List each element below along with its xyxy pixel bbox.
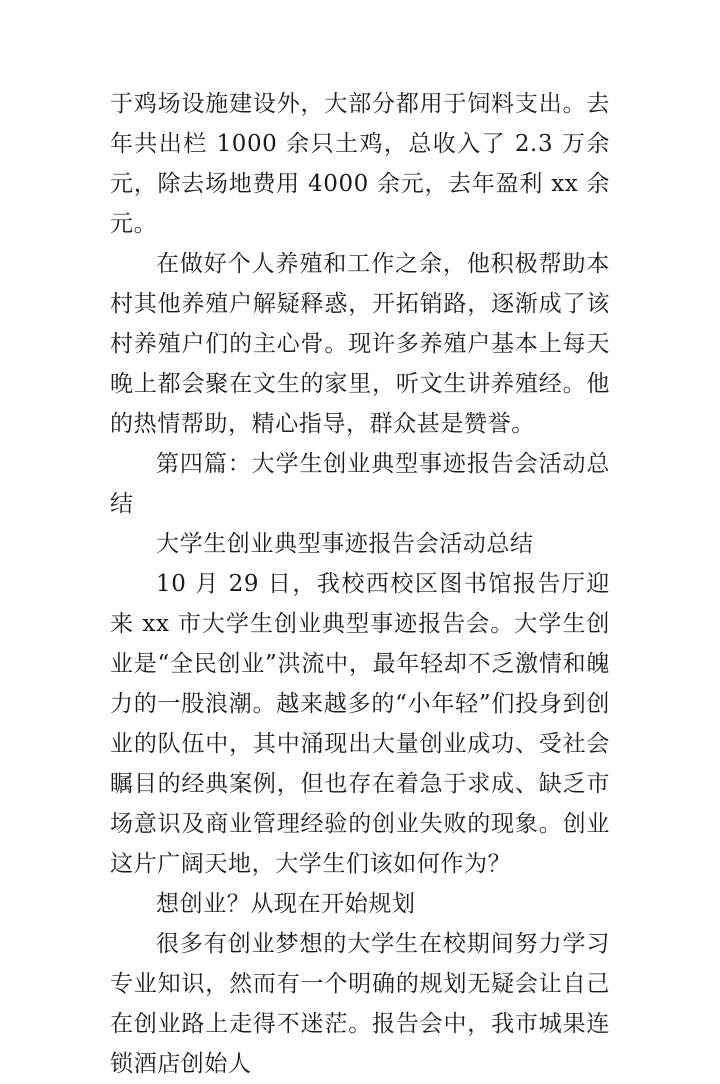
document-body	[110, 84, 610, 1084]
paragraph: 很多有创业梦想的大学生在校期间努力学习专业知识，然而有一个明确的规划无疑会让自己在创业路上走得不迷茫。报告会中，我市城果连锁酒店创始人	[110, 931, 610, 1077]
paragraph-continuation: 于鸡场设施建设外，大部分都用于饲料支出。去年共出栏 1000 余只土鸡，总收入了 2.3 万余元，除去场地费用 4000 余元，去年盈利 xx 余元。	[110, 91, 610, 237]
section-title: 大学生创业典型事迹报告会活动总结	[156, 531, 534, 557]
section-heading: 第四篇：大学生创业典型事迹报告会活动总结	[110, 451, 610, 517]
paragraph: 在做好个人养殖和工作之余，他积极帮助本村其他养殖户解疑释惑，开拓销路，逐渐成了该村养殖户们的主心骨。现许多养殖户基本上每天晚上都会聚在文生的家里，听文生讲养殖经。他的热情帮助，精心指导，群众甚是赞誉。	[110, 251, 610, 437]
subheading: 想创业？从现在开始规划	[156, 891, 416, 917]
paragraph: 10 月 29 日，我校西校区图书馆报告厅迎来 xx 市大学生创业典型事迹报告会。大学生创业是“全民创业”洪流中，最年轻却不乏激情和魄力的一股浪潮。越来越多的“小年轻”们投身到创业的队伍中，其中涌现出大量创业成功、受社会瞩目的经典案例，但也存在着急于求成、缺乏市场意识及商业管理经验的创业失败的现象。创业这片广阔天地，大学生们该如何作为？	[110, 571, 610, 877]
